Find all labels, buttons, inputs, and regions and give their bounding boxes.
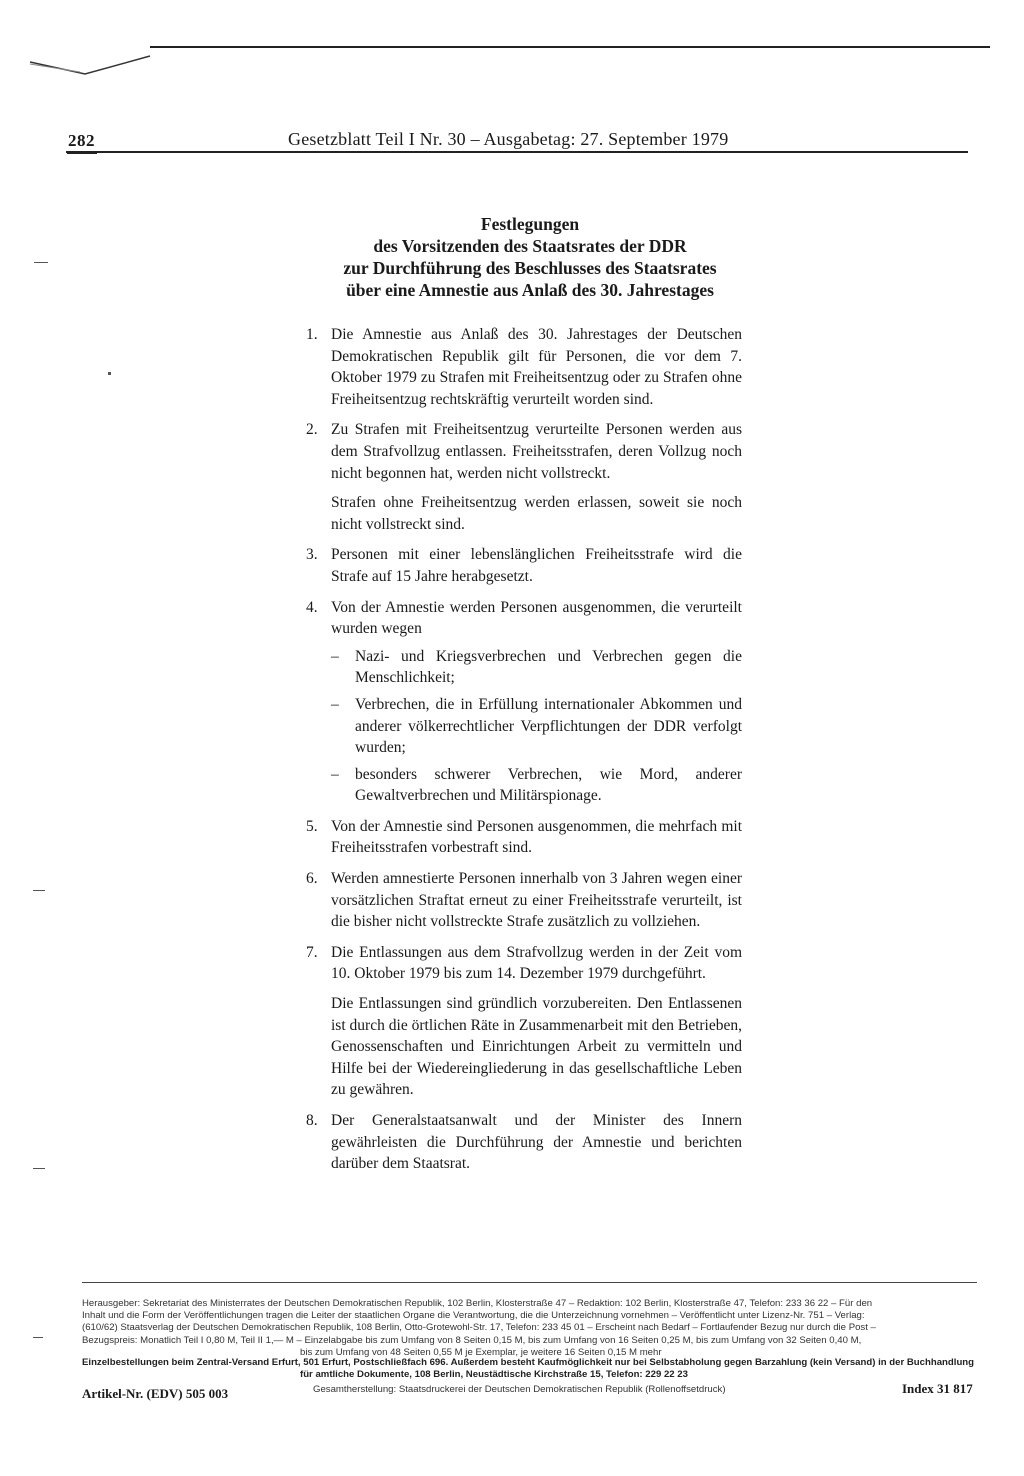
provision-7 — [306, 942, 742, 1101]
header-rule — [66, 151, 968, 153]
order-information — [82, 1357, 977, 1380]
provision-5 — [306, 816, 742, 859]
provision-3 — [306, 544, 742, 587]
provision-paragraph: Strafen ohne Freiheitsentzug werden erlassen, soweit sie noch nicht vollstreckt sind. — [331, 494, 742, 533]
exclusion-item — [331, 694, 742, 759]
provision-number: 6. — [306, 870, 318, 888]
order-line: für amtliche Dokumente, 108 Berlin, Neustädtische Kirchstraße 15, Telefon: 229 22 23 — [300, 1368, 688, 1380]
running-header: Gesetzblatt Teil I Nr. 30 – Ausgabetag: 27. September 1979 — [288, 129, 729, 149]
exclusion-item — [331, 646, 742, 689]
title-line: zur Durchführung des Beschlusses des Staatsrates — [343, 258, 717, 278]
provision-paragraph: Von der Amnestie werden Personen ausgenommen, die verurteilt wurden wegen — [331, 598, 742, 638]
imprint-line: bis zum Umfang von 48 Seiten 0,55 M je Exemplar, je weitere 16 Seiten 0,15 M mehr — [300, 1346, 662, 1358]
provision-paragraph: Die Entlassungen aus dem Strafvollzug werden in der Zeit vom 10. Oktober 1979 bis zum 14. Dezember 1979 durchgeführt. — [331, 943, 742, 983]
provision-paragraph: Von der Amnestie sind Personen ausgenommen, die mehrfach mit Freiheitsstrafen vorbestraft sind. — [331, 817, 742, 857]
printer-credit: Gesamtherstellung: Staatsdruckerei der Deutschen Demokratischen Republik (Rollenoffsetdruck) — [313, 1384, 726, 1395]
provision-paragraph: Die Amnestie aus Anlaß des 30. Jahrestages der Deutschen Demokratischen Republik gilt für Personen, die vor dem 7. Oktober 1979 zu Strafen mit Freiheitsentzug oder zu Strafen ohne Freiheitsentzug rechtskräftig verurteilt worden sind. — [331, 326, 742, 408]
margin-speck — [33, 1168, 45, 1169]
exclusion-text: besonders schwerer Verbrechen, wie Mord, anderer Gewaltverbrechen und Militärspionage. — [355, 765, 742, 805]
exclusion-text: Nazi- und Kriegsverbrechen und Verbrechen gegen die Menschlichkeit; — [355, 647, 742, 687]
top-border-rule — [150, 46, 990, 48]
imprint-line: Herausgeber: Sekretariat des Ministerrates der Deutschen Demokratischen Republik, 102 Berlin, Klosterstraße 47 – Redaktion: 102 Berlin, Klosterstraße 47, Telefon: 233 36 22 – Für den — [82, 1298, 873, 1309]
title-line: über eine Amnestie aus Anlaß des 30. Jahrestages — [346, 280, 714, 300]
provision-6 — [306, 868, 742, 933]
provision-number: 8. — [306, 1112, 318, 1129]
imprint-line: (610/62) Staatsverlag der Deutschen Demokratischen Republik, 108 Berlin, Otto-Grotewohl-Str. 17, Telefon: 233 45 01 – Erscheint nach Bedarf – Fortlaufender Bezug nur durch die Post – — [82, 1322, 876, 1334]
provision-paragraph: Zu Strafen mit Freiheitsentzug verurteilte Personen werden aus dem Strafvollzug entlassen. Freiheitsstrafen, deren Vollzug noch nicht begonnen hat, werden nicht vollstreckt. — [331, 421, 742, 482]
margin-speck — [34, 262, 48, 263]
dash-bullet: – — [331, 647, 339, 665]
imprint-line: Bezugspreis: Monatlich Teil I 0,80 M, Teil II 1,— M – Einzelabgabe bis zum Umfang von 8 Seiten 0,15 M, bis zum Umfang von 16 Seiten 0,25 M, bis zum Umfang von 32 Seiten 0,40 M, — [82, 1334, 862, 1346]
order-line: Einzelbestellungen beim Zentral-Versand Erfurt, 501 Erfurt, Postschließfach 696. Außerdem besteht Kaufmöglichkeit nur bei Selbstabholung gegen Barzahlung (kein Versand) in der Buchhandlung — [82, 1357, 975, 1368]
provision-paragraph: Personen mit einer lebenslänglichen Freiheitsstrafe wird die Strafe auf 15 Jahre herabgesetzt. — [331, 546, 742, 585]
provision-8 — [306, 1110, 742, 1175]
provision-number: 3. — [306, 546, 318, 564]
article-number: Artikel-Nr. (EDV) 505 003 — [82, 1386, 229, 1401]
footer-rule — [82, 1282, 977, 1283]
provision-paragraph: Die Entlassungen sind gründlich vorzubereiten. Den Entlassenen ist durch die örtlichen Räte in Zusammenarbeit mit den Betrieben, Genossenschaften und Einrichtungen Arbeit zu vermitteln und Hilfe bei der Wiedereingliederung in das gesellschaftliche Leben zu gewähren. — [331, 995, 742, 1099]
margin-speck — [33, 1337, 43, 1338]
provision-number: 2. — [306, 421, 318, 439]
provision-paragraph: Der Generalstaatsanwalt und der Minister des Innern gewährleisten die Durchführung der Amnestie und berichten darüber dem Staatsrat. — [331, 1112, 742, 1173]
provision-number: 7. — [306, 943, 318, 961]
exclusion-list — [331, 646, 742, 807]
title-line: Festlegungen — [480, 214, 580, 234]
provision-2 — [306, 419, 742, 535]
imprint-line: Inhalt und die Form der Veröffentlichungen tragen die Leiter der staatlichen Organe die Verantwortung, die die Unterzeichnung vornehmen – Veröffentlicht unter Lizenz-Nr. 751 – Verlag: — [82, 1310, 865, 1322]
exclusion-item — [331, 764, 742, 807]
provisions-list — [306, 324, 742, 1184]
exclusion-text: Verbrechen, die in Erfüllung internationaler Abkommen und anderer völkerrechtlicher Verpflichtungen der DDR verfolgt wurden; — [355, 695, 742, 757]
provision-number: 1. — [306, 326, 318, 343]
provision-paragraph: Werden amnestierte Personen innerhalb von 3 Jahren wegen einer vorsätzlichen Straftat erneut zu einer Freiheitsstrafe verurteilt, ist die bisher nicht vollstreckte Strafe zusätzlich zu vollziehen. — [331, 870, 742, 931]
provision-number: 4. — [306, 598, 318, 616]
dash-bullet: – — [331, 695, 339, 713]
provision-4 — [306, 597, 742, 807]
scan-artifact-mark — [30, 50, 160, 90]
document-title — [290, 213, 770, 301]
provision-number: 5. — [306, 817, 318, 835]
provision-1 — [306, 324, 742, 410]
margin-speck — [108, 372, 111, 375]
title-line: des Vorsitzenden des Staatsrates der DDR — [373, 236, 687, 256]
index-number: Index 31 817 — [902, 1381, 973, 1396]
margin-speck — [33, 890, 45, 891]
dash-bullet: – — [331, 765, 339, 783]
publisher-imprint — [82, 1298, 977, 1359]
page-number: 282 — [68, 131, 95, 150]
